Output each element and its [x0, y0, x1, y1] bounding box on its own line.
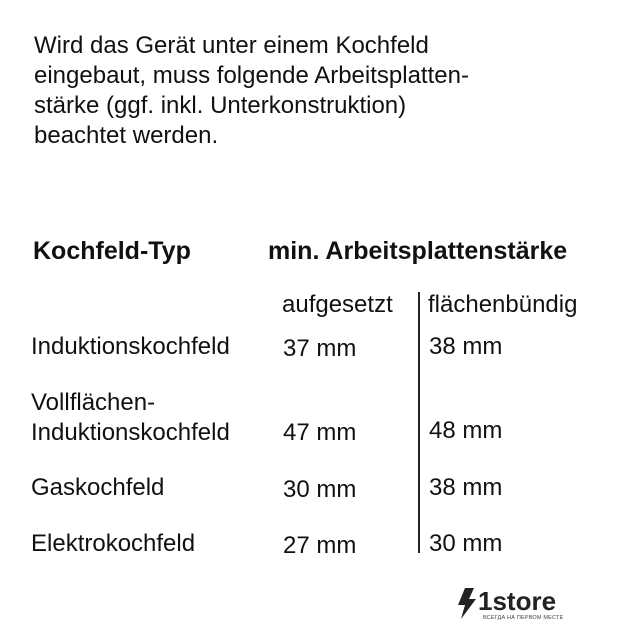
subheader-aufgesetzt: aufgesetzt	[282, 291, 393, 318]
store-logo	[452, 586, 592, 626]
column-divider	[418, 292, 420, 553]
table-cell-flaechenbuendig: 48 mm	[429, 417, 503, 444]
subheader-flaechenbuendig: flächenbündig	[428, 291, 578, 318]
table-cell-aufgesetzt: 27 mm	[283, 532, 357, 559]
table-row-label	[31, 388, 230, 448]
row-label-line: Vollflächen-	[31, 389, 156, 416]
table-cell-flaechenbuendig: 38 mm	[429, 333, 503, 360]
table-cell-aufgesetzt: 47 mm	[283, 419, 357, 446]
row-label-line: Induktionskochfeld	[31, 419, 230, 446]
logo-name: 1store	[478, 586, 557, 616]
table-cell-aufgesetzt: 37 mm	[283, 335, 357, 362]
table-row-label	[31, 529, 195, 559]
table-row-label	[31, 473, 164, 503]
intro-paragraph	[34, 31, 594, 151]
table-cell-flaechenbuendig: 38 mm	[429, 474, 503, 501]
table-header-min-thickness: min. Arbeitsplattenstärke	[268, 237, 568, 265]
row-label-line: Gaskochfeld	[31, 474, 165, 501]
row-label-line: Induktionskochfeld	[31, 333, 230, 360]
table-row-label	[31, 332, 230, 362]
intro-line-2: eingebaut, muss folgende Arbeitsplatten-	[34, 62, 469, 89]
table-cell-flaechenbuendig: 30 mm	[429, 530, 503, 557]
intro-line-3: stärke (ggf. inkl. Unterkonstruktion)	[34, 92, 407, 119]
row-label-line: Elektrokochfeld	[31, 530, 196, 557]
table-header-type: Kochfeld-Typ	[33, 237, 191, 265]
intro-line-1: Wird das Gerät unter einem Kochfeld	[34, 32, 429, 59]
table-cell-aufgesetzt: 30 mm	[283, 476, 357, 503]
logo-slogan: ВСЕГДА НА ПЕРВОМ МЕСТЕ	[483, 615, 564, 621]
intro-line-4: beachtet werden.	[34, 122, 219, 149]
